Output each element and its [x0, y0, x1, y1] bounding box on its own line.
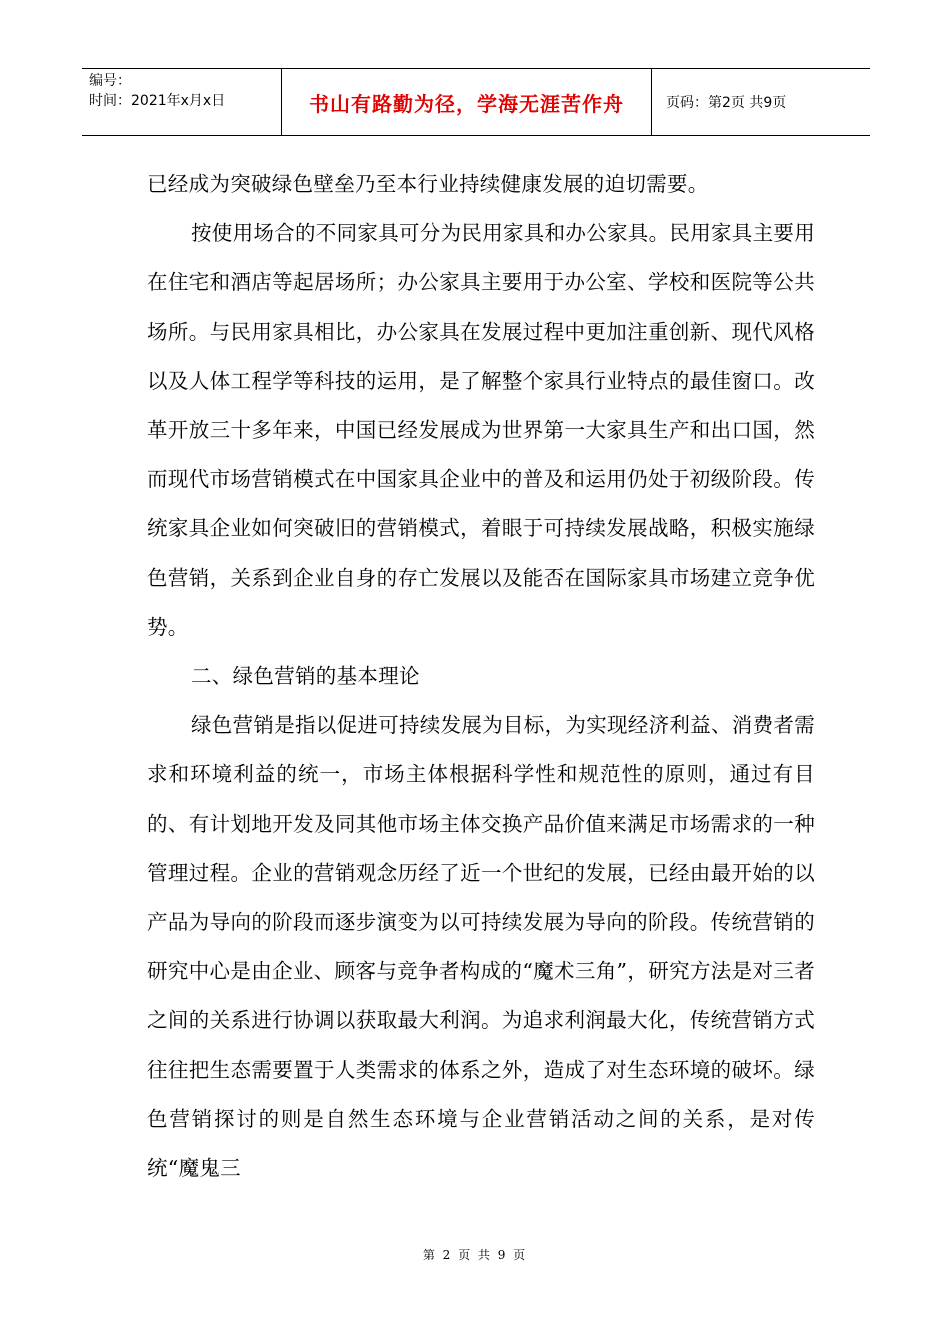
header-motto: 书山有路勤为径，学海无涯苦作舟 — [309, 91, 624, 116]
paragraph-furniture-types: 按使用场合的不同家具可分为民用家具和办公家具。民用家具主要用在住宅和酒店等起居场所；办公家具主要用于办公室、学校和医院等公共场所。与民用家具相比，办公家具在发展过程中更加注重创新、现代风格以及人体工程学等科技的运用，是了解整个家具行业特点的最佳窗口。改革开放三十多年来，中国已经发展成为世界第一大家具生产和出口国，然而现代市场营销模式在中国家具企业中的普及和运用仍处于初级阶段。传统家具企业如何突破旧的营销模式，着眼于可持续发展战略，积极实施绿色营销，关系到企业自身的存亡发展以及能否在国际家具市场建立竞争优势。 — [147, 221, 815, 639]
document-body — [147, 160, 815, 1193]
number-label: 编号： — [89, 73, 131, 89]
header-meta — [82, 69, 282, 135]
header-page-info-cell — [652, 69, 870, 135]
document-header — [82, 68, 870, 136]
section-heading: 二、绿色营销的基本理论 — [191, 664, 420, 689]
header-motto-cell — [282, 69, 652, 135]
time-label: 时间：2021年x月x日 — [89, 93, 226, 109]
header-page-info: 页码：第2页 共9页 — [666, 95, 787, 111]
page-footer: 第 2 页 共 9 页 — [422, 1248, 528, 1262]
paragraph-continuation: 已经成为突破绿色壁垒乃至本行业持续健康发展的迫切需要。 — [147, 172, 709, 196]
paragraph-green-marketing: 绿色营销是指以促进可持续发展为目标，为实现经济利益、消费者需求和环境利益的统一，市场主体根据科学性和规范性的原则，通过有目的、有计划地开发及同其他市场主体交换产品价值来满足市场需求的一种管理过程。企业的营销观念历经了近一个世纪的发展，已经由最开始的以产品为导向的阶段而逐步演变为以可持续发展为导向的阶段。传统营销的研究中心是由企业、顾客与竞争者构成的“魔术三角”，研究方法是对三者之间的关系进行协调以获取最大利润。为追求利润最大化，传统营销方式往往把生态需要置于人类需求的体系之外，造成了对生态环境的破坏。绿色营销探讨的则是自然生态环境与企业营销活动之间的关系，是对传统“魔鬼三 — [147, 713, 815, 1181]
